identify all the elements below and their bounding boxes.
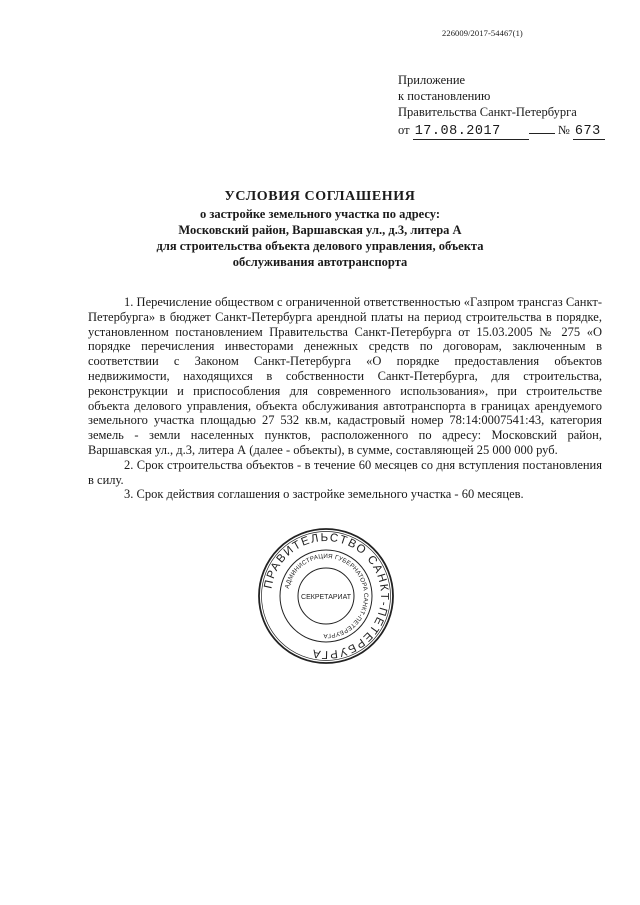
date-prefix: от xyxy=(398,123,410,137)
heading-line-2: Московский район, Варшавская ул., д.3, литера А xyxy=(178,223,462,237)
document-heading xyxy=(120,188,520,270)
seal-outer-text: ПРАВИТЕЛЬСТВО САНКТ-ПЕТЕРБУРГА xyxy=(262,531,391,661)
seal-graphic xyxy=(256,526,396,666)
heading-line-3: для строительства объекта делового управления, объекта xyxy=(156,239,484,253)
document-body xyxy=(88,295,602,502)
appendix-line-2: к постановлению xyxy=(398,89,491,103)
appendix-line-1: Приложение xyxy=(398,73,466,87)
document-registration-number: 226009/2017-54467(1) xyxy=(442,28,523,38)
appendix-block xyxy=(398,72,618,140)
heading-title: УСЛОВИЯ СОГЛАШЕНИЯ xyxy=(224,189,416,204)
seal-inner-text: АДМИНИСТРАЦИЯ ГУБЕРНАТОРА САНКТ-ПЕТЕРБУРГА xyxy=(283,552,370,640)
heading-line-4: обслуживания автотранспорта xyxy=(232,255,408,269)
seal-center-text: СЕКРЕТАРИАТ xyxy=(301,594,351,601)
resolution-number: 673 xyxy=(573,125,605,140)
official-seal-stamp xyxy=(256,526,396,666)
appendix-date-line xyxy=(398,121,618,140)
resolution-date: 17.08.2017 xyxy=(413,125,529,140)
number-prefix: № xyxy=(557,123,570,137)
appendix-line-3: Правительства Санкт-Петербурга xyxy=(398,105,577,119)
date-underline xyxy=(529,121,555,134)
paragraph-1: 1. Перечисление обществом с ограниченной ответственностью «Газпром трансгаз Санкт-Петербурга» в бюджет Санкт-Петербурга арендной платы на период строительства в порядке, установленном постановлением Правительства Санкт-Петербурга от 15.03.2005 № 275 «О порядке перечисления инвесторами денежных средств по договорам, заключенным в соответствии с Законом Санкт-Петербурга «О порядке предоставления объектов недвижимости, находящихся в собственности Санкт-Петербурга, для строительства, реконструкции и приспособления для современного использования», при строительстве объекта делового управления, объекта обслуживания автотранспорта в границах арендуемого земельного участка площадью 27 532 кв.м, кадастровый номер 78:14:0007541:43, категория земель - земли населенных пунктов, расположенного по адресу: Московский район, Варшавская ул., д.3, литера А (далее - объекты), в сумме, составляющей 25 000 000 руб. xyxy=(88,295,602,457)
paragraph-2: 2. Срок строительства объектов - в течение 60 месяцев со дня вступления постановления в силу. xyxy=(88,457,602,487)
heading-line-1: о застройке земельного участка по адресу: xyxy=(200,207,440,221)
paragraph-3: 3. Срок действия соглашения о застройке земельного участка - 60 месяцев. xyxy=(124,487,524,502)
